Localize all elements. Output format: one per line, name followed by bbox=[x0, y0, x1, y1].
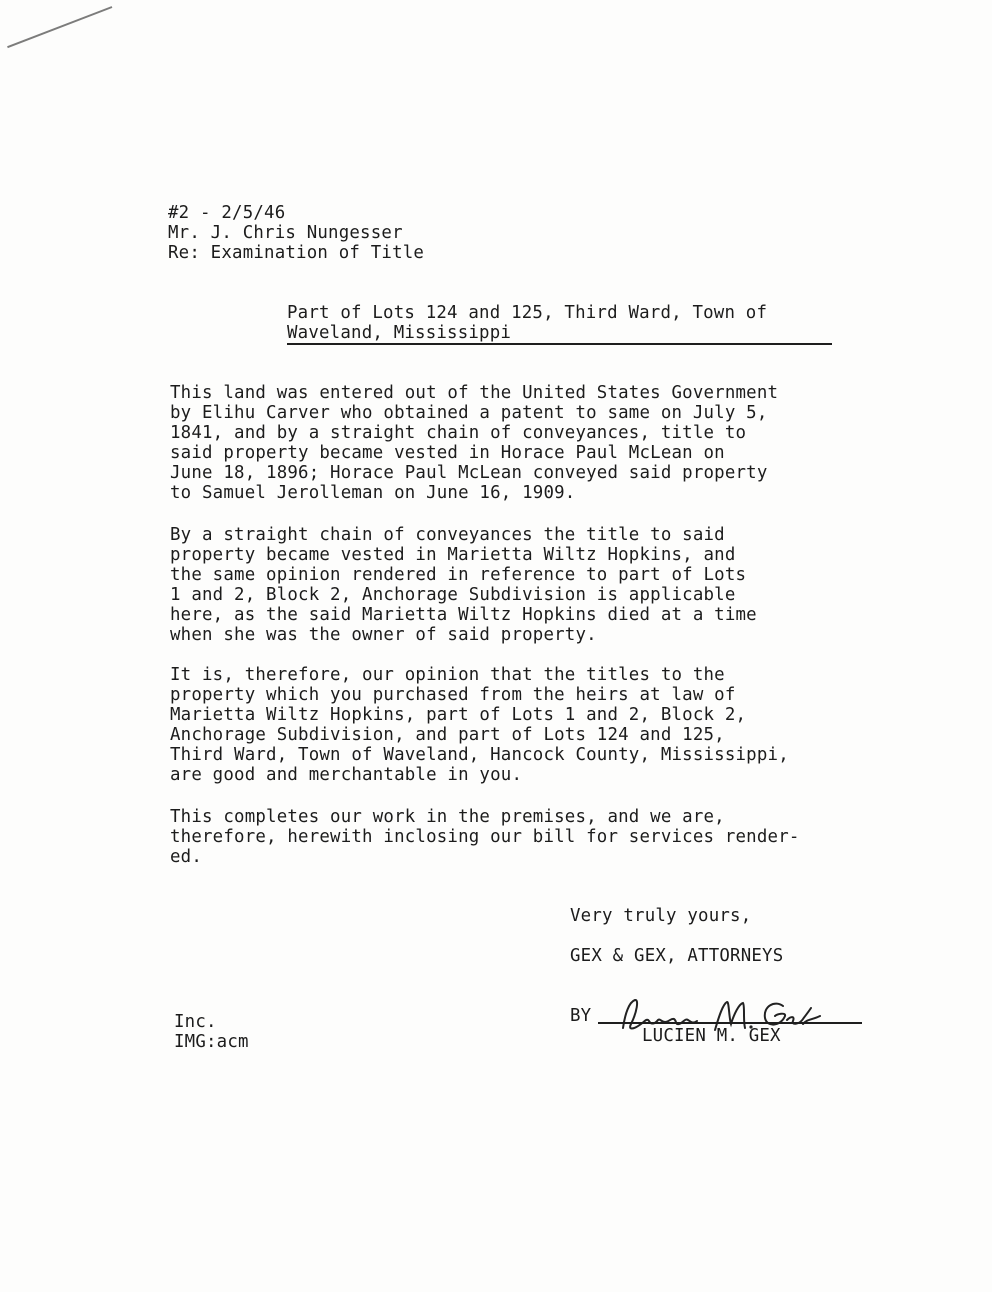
valediction: Very truly yours, bbox=[570, 906, 752, 926]
addressee-line: Mr. J. Chris Nungesser bbox=[168, 223, 403, 243]
paragraph-line: to Samuel Jerolleman on June 16, 1909. bbox=[170, 483, 576, 503]
subject-line-1: Part of Lots 124 and 125, Third Ward, Town of bbox=[287, 303, 768, 323]
paragraph-line: This completes our work in the premises, and we are, bbox=[170, 807, 725, 827]
subject-line-2: Waveland, Mississippi bbox=[287, 323, 512, 343]
typist-initials: IMG:acm bbox=[174, 1032, 249, 1052]
paragraph-line: therefore, herewith inclosing our bill for services render- bbox=[170, 827, 800, 847]
paragraph-line: Marietta Wiltz Hopkins, part of Lots 1 and 2, Block 2, bbox=[170, 705, 747, 725]
subject-underline bbox=[287, 343, 832, 345]
paragraph-line: 1 and 2, Block 2, Anchorage Subdivision is applicable bbox=[170, 585, 736, 605]
paragraph-line: This land was entered out of the United States Government bbox=[170, 383, 779, 403]
paragraph-line: 1841, and by a straight chain of conveyances, title to bbox=[170, 423, 747, 443]
enclosure-note: Inc. bbox=[174, 1012, 217, 1032]
paragraph-line: Anchorage Subdivision, and part of Lots 124 and 125, bbox=[170, 725, 725, 745]
signer-name: LUCIEN M. GEX bbox=[642, 1026, 781, 1046]
paragraph-line: property which you purchased from the heirs at law of bbox=[170, 685, 736, 705]
re-line: Re: Examination of Title bbox=[168, 243, 425, 263]
paragraph-line: by Elihu Carver who obtained a patent to same on July 5, bbox=[170, 403, 768, 423]
reference-line: #2 - 2/5/46 bbox=[168, 203, 286, 223]
signature-line bbox=[598, 1022, 862, 1024]
paragraph-line: when she was the owner of said property. bbox=[170, 625, 597, 645]
paragraph-line: ed. bbox=[170, 847, 203, 867]
paragraph-line: Third Ward, Town of Waveland, Hancock County, Mississippi, bbox=[170, 745, 789, 765]
by-label: BY bbox=[570, 1006, 592, 1026]
paragraph-line: It is, therefore, our opinion that the titles to the bbox=[170, 665, 725, 685]
firm-name: GEX & GEX, ATTORNEYS bbox=[570, 946, 784, 966]
paragraph-line: the same opinion rendered in reference to part of Lots bbox=[170, 565, 747, 585]
paragraph-line: June 18, 1896; Horace Paul McLean conveyed said property bbox=[170, 463, 768, 483]
paragraph-line: said property became vested in Horace Paul McLean on bbox=[170, 443, 725, 463]
paragraph-line: here, as the said Marietta Wiltz Hopkins died at a time bbox=[170, 605, 757, 625]
paragraph-line: By a straight chain of conveyances the title to said bbox=[170, 525, 725, 545]
stray-pen-mark bbox=[7, 6, 112, 48]
paragraph-line: property became vested in Marietta Wiltz Hopkins, and bbox=[170, 545, 736, 565]
paragraph-line: are good and merchantable in you. bbox=[170, 765, 523, 785]
